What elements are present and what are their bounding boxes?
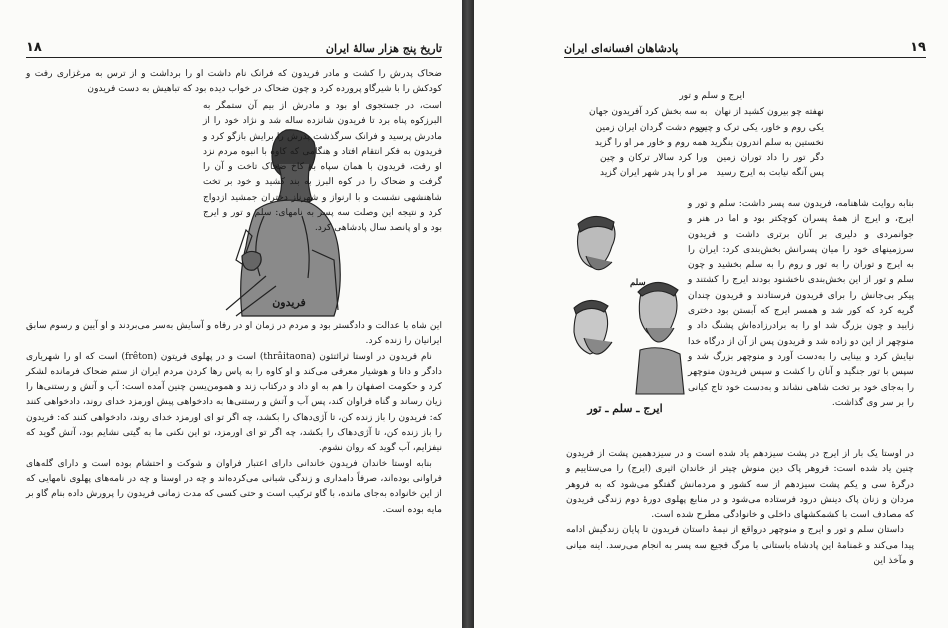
right-text-side xyxy=(688,196,914,410)
poem-hemistich: به سه بخش کرد آفریدون جهان xyxy=(589,106,708,118)
right-header-title: پادشاهان افسانه‌ای ایران xyxy=(564,42,679,55)
poem-hemistich: یکی روم و خاور، یکی ترک و چین xyxy=(697,121,824,133)
left-paragraph: این شاه با عدالت و دادگستر بود و مردم در زمان او در رفاه و آسایش به‌سر می‌بردند و او آیین و رسوم سابق ایرانیان را زنده کرد. xyxy=(26,320,442,347)
left-paragraph: نام فریدون در اوستا ثرائتئون (thrâitaona) است و در پهلوی فریتون (frêton) است که او را شهریاری دادگر و دانا و هوشیار معرفی می‌کند و او کاوه را به پاس رها کردن مردم ایران از ستم ضحاک فرمانده لشکر کرد و حکومت اصفهان را هم به او داد و درکتاب زند و همومن‌یسن چنین آمده است: آب و آتش و رستنی‌ها را زیان رساند و گناه فراوان کند، پس آب و آتش و رستنی‌ها به دادخواهی پیش اورمزد خدای روند، دادخواهی کنند که: فریدون را باز زنده کن، تا آژی‌دهاک را بکشد، چه اگر تو ای اورمزد خدای روند، دادخواهی کنند که: فریدون را باز زنده کن، تا آژی‌دهاک را بکشد، چه اگر تو ای اورمزد، تو این نکنی ما به گیتی نشایم بود، آتش گوید که نیفزایم، آب گوید که روان نشوم. xyxy=(26,350,442,454)
poem-couplet xyxy=(594,135,824,150)
left-header-title: تاریخ پنج هزار سالهٔ ایران xyxy=(325,42,442,55)
poem-hemistich: همه روم و خاور مر او را گزید xyxy=(594,136,708,148)
poem-hemistich: دگر تور را داد توران زمین xyxy=(716,152,824,164)
iraj-salm-tur-illustration xyxy=(564,210,692,400)
left-figure-caption: فریدون xyxy=(272,296,306,309)
poem-hemistich: مر او را پدر شهر ایران گزید xyxy=(600,167,708,179)
poem-hemistich: سوم دشت گردان ایران زمین xyxy=(595,121,708,133)
right-paragraph: در اوستا یک بار از ایرج در پشت سیزدهم یاد شده است و در سیزدهمین پشت از فریدون چنین یاد شده است: فروهر پاک دین منوش چیتر از خاندان اثیری (ایرج) را می‌ستاییم و درگرهٔ سی و یکم پشت سیزدهم از سه کشور و مردمانش گفتگو می‌شود که به فروهر مردان و زنان پاک دینش درود فرستاده می‌شود و در منابع پهلوی دورهٔ دوم زندگی فریدون که مصادف است با کشمکشهای داخلی و خانوادگی مطرح شده است. xyxy=(566,448,914,521)
left-text-bottom xyxy=(26,318,442,517)
poem-hemistich: نهفته چو بیرون کشید از نهان xyxy=(714,106,824,118)
poem-title: ایرج و سلم و تور xyxy=(679,90,745,101)
poem-couplet xyxy=(600,150,824,165)
right-page-header xyxy=(564,38,926,58)
left-paragraph: بنابه اوستا خاندان فریدون خاندانی دارای اعتبار فراوان و شوکت و احتشام بوده است و دارای گله‌های فراوانی بوده‌اند، صرفاً دامداری و زندگی شبانی می‌کرده‌اند و چه در اوستا و چه در نامه‌های پهلوی نامهایی که از این خانواده به‌جای مانده، با گاو ترکیب است و حتی کسی که مدت زمانی فریدون را پرورش داده بنام گاو بر مایه بوده است. xyxy=(26,457,442,515)
left-page-number: ۱۸ xyxy=(26,40,42,55)
right-paragraph: بنابه روایت شاهنامه، فریدون سه پسر داشت: سلم و تور و ایرج، و ایرج از همهٔ پسران کوچکتر بود و اما در هنر و جوانمردی و دلیری بر آنان برتری داشت و فریدون سرزمینهای خود را میان پسرانش بخش‌بندی کرد: ایران را به ایرج و توران را به تور و روم را به سلم بخشید و چون سلم و تور از این بخش‌بندی ناخشنود بودند ایرج را کشتند و پیکر بی‌جانش را برای فریدون فرستادند و فریدون چندان گریه کرد که کور شد و همسر ایرج که آبستن بود دختری زایید و چون بزرگ شد او را به برادرزاده‌اش پشنگ داد و منوچهر از این دو زاده شد و فریدون پس از آن از درگاه خدا نیایش کرد و بینایی را به‌دست آورد و منوچهر بزرگ شد و سپس با تور جنگید و آنان را کشت و سپس فریدون منوچهر را به‌جای خود بر تخت شاهی نشاند و به‌دست خود تاج کیانی را بر سر وی گذاشت. xyxy=(688,198,914,408)
poem-couplet xyxy=(589,104,824,119)
right-paragraph: داستان سلم و تور و ایرج و منوچهر درواقع از نیمهٔ داستان فریدون تا پایان زندگیش ادامه پیدا می‌کند و غمنامهٔ این پادشاه باستانی با مرگ فجیع سه پسر به انجام می‌رسد. اینه میانی و مآخذ این xyxy=(566,524,914,567)
right-figure-caption: ایرج ـ سلم ـ تور xyxy=(587,402,663,415)
poem-hemistich: پس آنگه نیابت به ایرج رسید xyxy=(716,167,824,179)
right-text-bottom xyxy=(566,446,914,568)
left-text-side xyxy=(203,98,442,236)
poem-hemistich: ورا کرد سالار ترکان و چین xyxy=(600,152,708,164)
poem-couplet xyxy=(595,120,824,135)
left-paragraph: ضحاک پدرش را کشت و مادر فریدون که فرانک نام داشت او را برداشت و از ترس به مرغزاری رفت و کودکش را با شیرگاو پرورده کرد و چون ضحاک در خواب دیده بود که تباهیش به دست فریدون xyxy=(26,68,442,95)
right-figure-label: سلم xyxy=(630,278,646,288)
poem-block xyxy=(589,88,824,181)
poem-hemistich: نخستین به سلم اندرون بنگرید xyxy=(710,136,824,148)
left-paragraph: است، در جستجوی او بود و مادرش از بیم آن ستمگر به البرزکوه پناه برد تا فریدون شانزده ساله شد و نژاد خود را از مادرش پرسید و فرانک سرگذشت پدرش را برایش بازگو کرد و فریدون به فکر انتقام افتاد و هنگامی که کاوه با انبوه مردم نزد او رفت، فریدون با همان سپاه به کاخ ضحاک تاخت و آن را گرفت و ضحاک را در کوه البرز به بند کشید و خود بر تخت شاهنشهی نشست و با ارنواز و شهرناز دختران جمشید ازدواج کرد و نتیجه این وصلت سه پسر به نامهای: سلم و تور و ایرج بود و او پانصد سال پادشاهی کرد. xyxy=(203,100,442,234)
right-page-number: ۱۹ xyxy=(910,40,926,55)
book-spine xyxy=(462,0,474,628)
poem-couplet xyxy=(600,165,824,180)
left-page-header xyxy=(26,38,442,58)
left-text-top xyxy=(26,66,442,97)
